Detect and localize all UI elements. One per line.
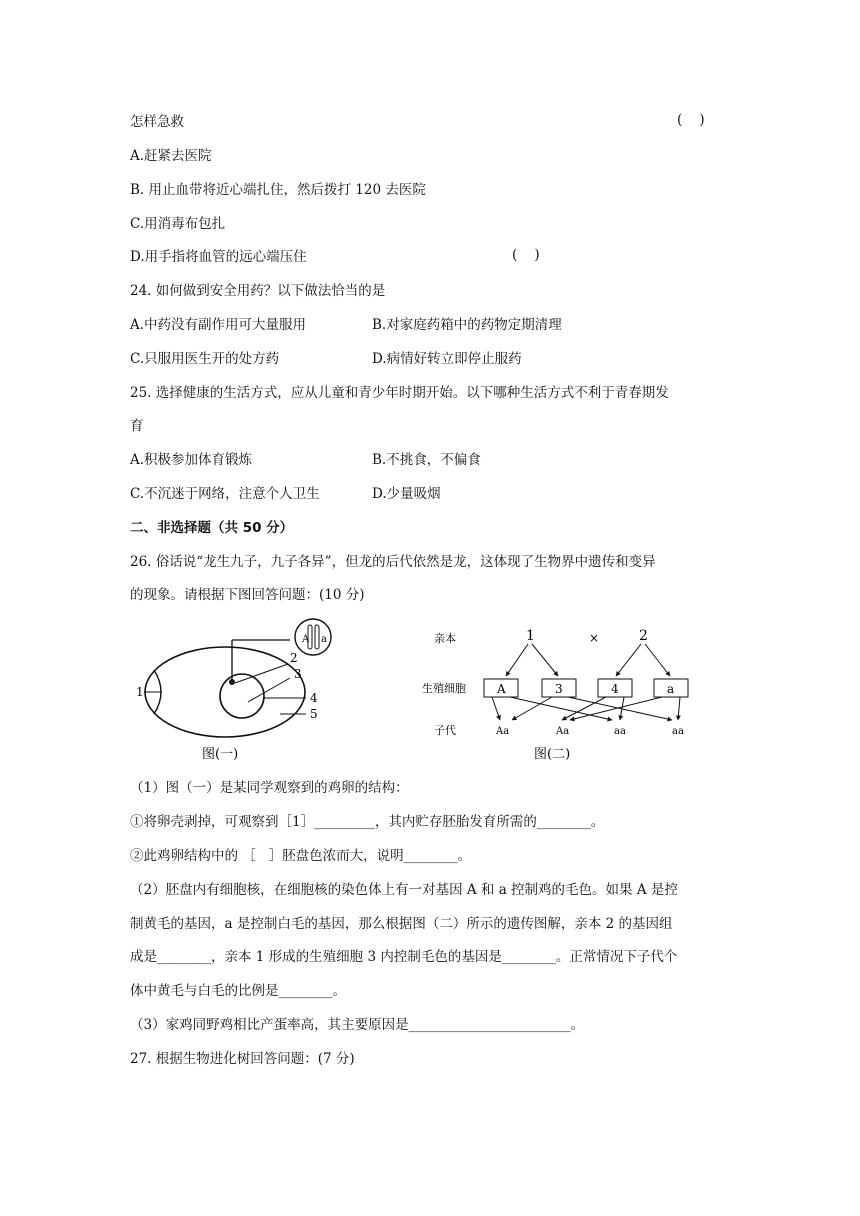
q26-part2-line3: 成是________，亲本 1 形成的生殖细胞 3 内控制毛色的基因是________。正常情况下子代个 [130,949,678,965]
figure-caption: 图(一) [202,747,239,762]
allele-label: a [321,634,327,645]
q25-option-a: A.积极参加体育锻炼 [130,452,253,468]
row-label-offspring: 子代 [434,724,456,737]
egg-structure-figure [130,610,360,770]
figure-caption: 图(二) [534,747,571,762]
q23-option-c: C.用消毒布包扎 [130,216,226,232]
q25-stem-line1: 25. 选择健康的生活方式，应从儿童和青少年时期开始。以下哪种生活方式不利于青春期发 [130,385,669,401]
answer-blank: ( ) [512,247,540,263]
q24-option-b: B.对家庭药箱中的药物定期清理 [372,317,562,333]
cross-symbol: × [589,631,600,645]
allele-label: A [302,634,310,645]
gamete-box: A [497,682,506,696]
q24-option-a: A.中药没有副作用可大量服用 [130,317,307,333]
q26-part2-line1: （2）胚盘内有细胞核，在细胞核的染色体上有一对基因 A 和 a 控制鸡的毛色。如果 A 是控 [130,882,678,898]
gamete-box: 4 [611,682,619,696]
q25-option-b: B.不挑食，不偏食 [372,452,481,468]
q25-option-d: D.少量吸烟 [372,486,441,502]
parent-1: 1 [526,628,535,644]
q24-option-c: C.只服用医生开的处方药 [130,351,280,367]
egg-label: 2 [290,651,298,665]
q27-stem: 27. 根据生物进化树回答问题：(7 分) [130,1051,355,1067]
q26-part2-line2: 制黄毛的基因，a 是控制白毛的基因，那么根据图（二）所示的遗传图解，亲本 2 的基因组 [130,916,673,932]
row-label-parent: 亲本 [434,632,456,645]
offspring-genotype: aa [672,726,684,737]
q23-option-a: A.赶紧去医院 [130,148,212,164]
q26-part1-b: ②此鸡卵结构中的 ［ ］胚盘色浓而大，说明________。 [130,848,472,864]
offspring-genotype: aa [614,726,626,737]
egg-label: 3 [294,667,302,681]
q25-option-c: C.不沉迷于网络，注意个人卫生 [130,486,320,502]
section-heading: 二、非选择题（共 50 分） [130,520,294,536]
parent-2: 2 [639,628,648,644]
offspring-genotype: Aa [496,726,510,737]
q24-stem: 24. 如何做到安全用药？以下做法恰当的是 [130,283,386,299]
egg-label: 5 [310,707,318,721]
genetic-cross-figure [420,620,720,770]
q23-stem-tail: 怎样急救 [130,114,184,130]
q23-option-d: D.用手指将血管的远心端压住 [130,249,307,265]
q25-stem-line2: 育 [130,418,144,434]
q26-part2-line4: 体中黄毛与白毛的比例是________。 [130,983,346,999]
gamete-box: a [667,682,675,696]
egg-label: 4 [310,691,318,705]
answer-blank: ( ) [677,112,705,128]
egg-label: 1 [136,685,144,699]
q26-part1-a: ①将卵壳剥掉，可观察到［1］_________，其内贮存胚胎发育所需的________。 [130,814,605,830]
row-label-gamete: 生殖细胞 [422,682,466,695]
q24-option-d: D.病情好转立即停止服药 [372,351,522,367]
q23-option-b: B. 用止血带将近心端扎住，然后拨打 120 去医院 [130,182,426,198]
q26-stem-line1: 26. 俗话说“龙生九子，九子各异”，但龙的后代依然是龙，这体现了生物界中遗传和变异 [130,554,656,570]
gamete-box: 3 [555,682,563,696]
q26-stem-line2: 的现象。请根据下图回答问题：(10 分) [130,587,365,603]
q26-part3: （3）家鸡同野鸡相比产蛋率高，其主要原因是________________________。 [130,1017,585,1033]
offspring-genotype: Aa [556,726,570,737]
q26-part1-intro: （1）图（一）是某同学观察到的鸡卵的结构： [130,780,409,796]
